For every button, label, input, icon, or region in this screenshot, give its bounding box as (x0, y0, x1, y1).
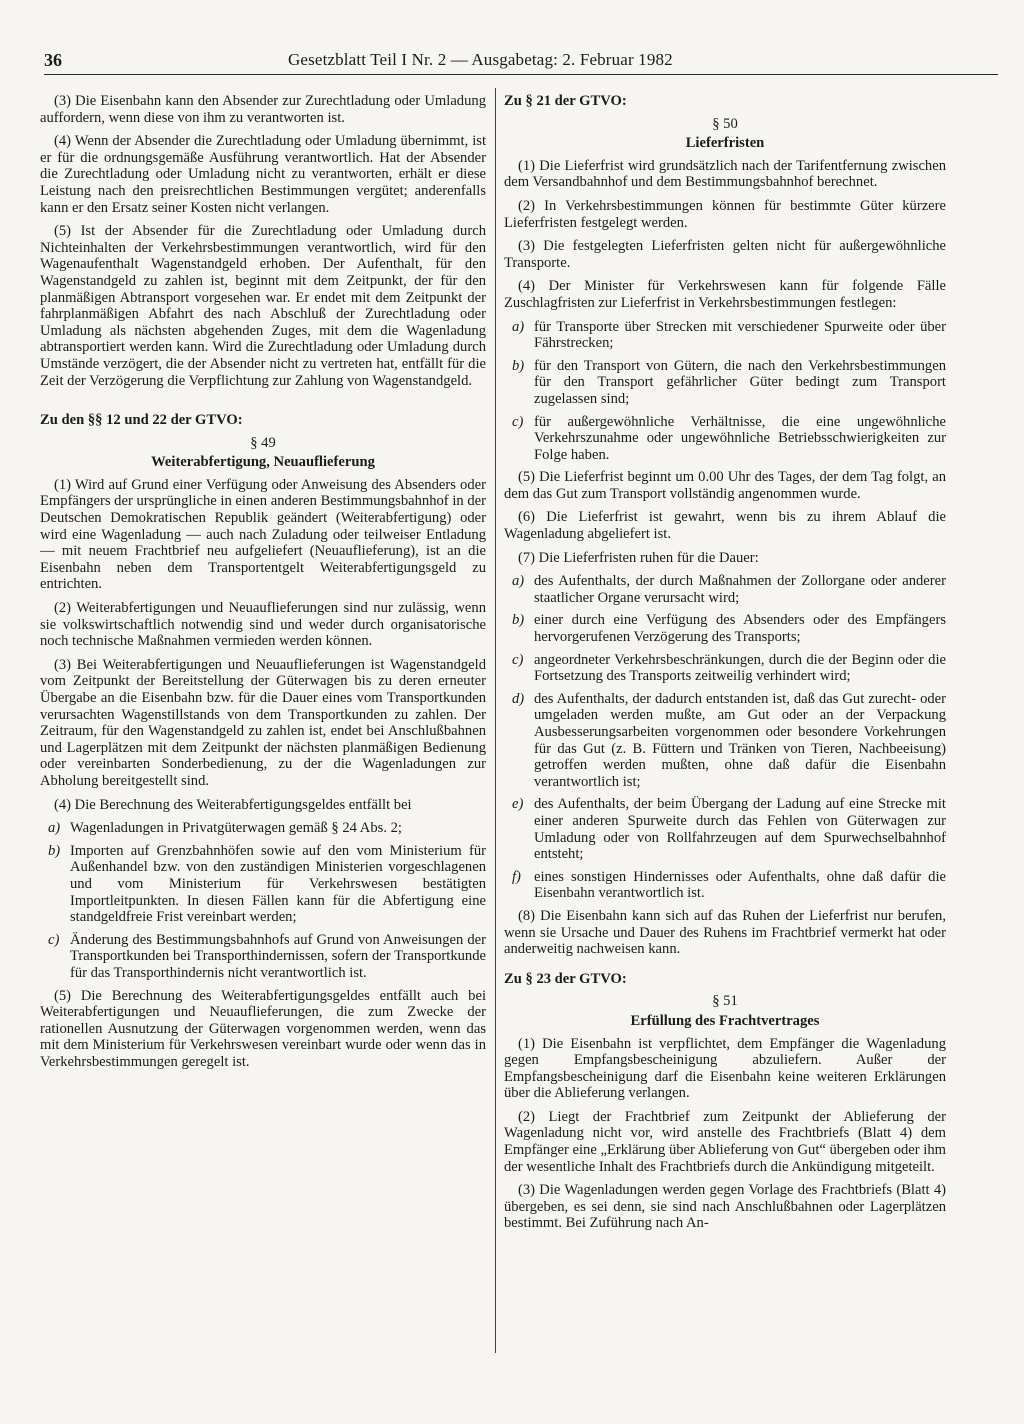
list-item-text: eines sonstigen Hindernisses oder Aufenthalts, ohne daß dafür die Eisenbahn verantwortlich ist. (534, 868, 946, 902)
section-title: Lieferfristen (685, 135, 765, 152)
list-item-text: Änderung des Bestimmungsbahnhofs auf Grund von Anweisungen der Transportkunden bei Transporthindernissen, sofern der Transportkunde für das Transporthindernis nicht verantwortlich ist. (70, 931, 486, 981)
list-item (504, 358, 946, 408)
list-item-label: b) (512, 612, 525, 629)
section-number: § 49 (250, 434, 276, 451)
paragraph: (4) Der Minister für Verkehrswesen kann für folgende Fälle Zuschlagfristen zur Lieferfrist in Verkehrsbestimmungen festlegen: (504, 278, 946, 311)
paragraph: (1) Wird auf Grund einer Verfügung oder Anweisung des Absenders oder Empfängers der ursprüngliche in einen anderen Bestimmungsbahnhof in der Deutschen Demokratischen Republik geändert (Weiterabfertigung) oder wird eine Wagenladung — auch nach Zuladung oder teilweiser Entladung — mit neuem Frachtbrief neu aufgeliefert (Neuauflieferung), ist an die Eisenbahn neben dem Transportentgelt Weiterabfertigungsgeld zu entrichten. (40, 476, 486, 593)
paragraph: (3) Die Wagenladungen werden gegen Vorlage des Frachtbriefs (Blatt 4) übergeben, es sei denn, sie sind nach Anschlußbahnen oder Lagerplätzen bestimmt. Bei Zuführung nach An- (504, 1182, 946, 1232)
list-item-text: angeordneter Verkehrsbeschränkungen, durch die der Beginn oder die Fortsetzung des Transports zeitweilig verhindert wird; (534, 651, 946, 685)
paragraph: (5) Die Lieferfrist beginnt um 0.00 Uhr des Tages, der dem Tag folgt, an dem das Gut zum Transport vollständig angenommen wurde. (504, 469, 946, 502)
reference-heading: Zu § 23 der GTVO: (504, 970, 627, 987)
reference-heading: Zu § 21 der GTVO: (504, 93, 627, 109)
list-item (504, 612, 946, 645)
page-header (44, 50, 998, 75)
list-item (504, 414, 946, 464)
paragraph: (2) In Verkehrsbestimmungen können für bestimmte Güter kürzere Lieferfristen festgelegt werden. (504, 197, 946, 231)
list-item (40, 843, 486, 926)
list-item-label: c) (48, 931, 60, 948)
paragraph: (6) Die Lieferfrist ist gewahrt, wenn bis zu ihrem Ablauf die Wagenladung abgeliefert ist. (504, 509, 946, 543)
list-item (504, 652, 946, 685)
list-item-label: a) (512, 573, 525, 590)
paragraph: (7) Die Lieferfristen ruhen für die Dauer: (518, 549, 759, 566)
spacer (40, 396, 486, 412)
list-item-text: für außergewöhnliche Verhältnisse, die eine ungewöhnliche Verkehrszunahme oder ungewöhnliche Betriebsschwierigkeiten zur Folge haben. (534, 413, 946, 463)
section-title: Erfüllung des Frachtvertrages (630, 1012, 820, 1029)
paragraph: (8) Die Eisenbahn kann sich auf das Ruhen der Lieferfrist nur berufen, wenn sie Ursache und Dauer des Ruhens im Frachtbrief vermerkt hat oder anderweitig nachweisen kann. (504, 907, 946, 958)
list-item-label: a) (512, 318, 525, 335)
paragraph: (2) Liegt der Frachtbrief zum Zeitpunkt der Ablieferung der Wagenladung nicht vor, wird anstelle des Frachtbriefs (Blatt 4) dem Empfänger eine „Erklärung über Ablieferung von Gut“ übergeben oder ihm der wesentliche Inhalt des Frachtbriefs durch die Ankündigung mitgeteilt. (504, 1108, 946, 1175)
list-item-label: f) (512, 868, 521, 885)
paragraph: (4) Die Berechnung des Weiterabfertigungsgeldes entfällt bei (54, 796, 412, 813)
list-item-label: d) (512, 690, 525, 707)
running-head: Gesetzblatt Teil I Nr. 2 — Ausgabetag: 2. Februar 1982 (288, 50, 673, 69)
list-item (40, 820, 486, 837)
list-item-label: b) (512, 357, 525, 374)
list-item-text: für Transporte über Strecken mit verschiedener Spurweite oder über Fährstrecken; (534, 318, 946, 352)
list-item-text: einer durch eine Verfügung des Absenders oder des Empfängers hervorgerufenen Verzögerung des Transports; (534, 612, 946, 646)
section-title: Weiterabfertigung, Neuauflieferung (151, 454, 375, 471)
list-item (504, 869, 946, 902)
paragraph: (5) Ist der Absender für die Zurechtladung oder Umladung durch Nichteinhalten der Verkehrsbestimmungen verantwortlich, wird für den Wagenaufenthalt Wagenstandgeld erhoben. Der Aufenthalt, für den Wagenstandgeld zu zahlen ist, beginnt mit dem Zeitpunkt, der für den planmäßigen Abtransport vorgesehen war. Er endet mit dem Zeitpunkt der fahrplanmäßigen Abfahrt des nach Abschluß der Zurechtladung oder Umladung als nächsten abgehenden Zuges, mit dem die Wagenladung abtransportiert werden kann. Wird die Zurechtladung oder Umladung durch Umstände verzögert, die der Absender nicht zu vertreten hat, entfällt für die Zeit der Verzögerung die Verpflichtung zur Zahlung von Wagenstandgeld. (40, 223, 486, 389)
list-item (504, 573, 946, 606)
section-number: § 51 (712, 993, 738, 1010)
list-item (504, 691, 946, 791)
section-number: § 50 (712, 115, 738, 132)
paragraph: (1) Die Lieferfrist wird grundsätzlich nach der Tarifentfernung zwischen dem Versandbahnhof und dem Bestimmungsbahnhof berechnet. (504, 157, 946, 191)
list-item-label: c) (512, 651, 524, 668)
paragraph: (3) Die Eisenbahn kann den Absender zur Zurechtladung oder Umladung auffordern, wenn diese von ihm zu verantworten ist. (40, 93, 486, 126)
right-column (504, 93, 946, 1239)
list-item-text: des Aufenthalts, der beim Übergang der Ladung auf eine Strecke mit einer anderen Spurweite durch das Fehlen von Güterwagen zur Umladung oder von Rollfahrzeugen auf dem Spurwechselbahnhof entsteht; (534, 796, 946, 863)
paragraph: (1) Die Eisenbahn ist verpflichtet, dem Empfänger die Wagenladung gegen Empfangsbescheinigung abzuliefern. Außer der Empfangsbescheinigung darf die Eisenbahn keine weiteren Erklärungen über die Ablieferung verlangen. (504, 1035, 946, 1102)
list-item (40, 932, 486, 982)
list-item (504, 319, 946, 352)
paragraph: (3) Bei Weiterabfertigungen und Neuauflieferungen ist Wagenstandgeld vom Zeitpunkt der Bereitstellung der Güterwagen bis zu deren erneuter Übergabe an die Eisenbahn bzw. für die Dauer eines vom Transportkunden verursachten Wagenstillstands von dem Transportkunden zu zahlen. Der Zeitraum, für den Wagenstandgeld zu zahlen ist, endet bei Anschlußbahnen und Lagerplätzen mit dem Zeitpunkt der nächsten planmäßigen Bedienung oder vereinbarten Sonderbedienung, zu der die Wagenladungen zur Abholung bereitgestellt sind. (40, 656, 486, 789)
paragraph: (2) Weiterabfertigungen und Neuauflieferungen sind nur zulässig, wenn sie volkswirtschaftlich notwendig sind und weder durch organisatorische noch technische Maßnahmen vermieden werden können. (40, 600, 486, 650)
list-item-label: c) (512, 413, 524, 430)
reference-heading: Zu den §§ 12 und 22 der GTVO: (40, 412, 243, 429)
list-item-text: für den Transport von Gütern, die nach den Verkehrsbestimmungen für den Transport gefährlicher Güter bedingt zum Transport zugelassen sind; (534, 357, 946, 407)
list-item (504, 796, 946, 862)
column-divider (495, 88, 496, 1353)
list-item-label: e) (512, 796, 524, 813)
list-item-text: Wagenladungen in Privatgüterwagen gemäß § 24 Abs. 2; (70, 820, 402, 837)
list-item-text: des Aufenthalts, der durch Maßnahmen der Zollorgane oder anderer staatlicher Organe verursacht wird; (534, 573, 946, 606)
list-item-label: a) (48, 820, 61, 837)
list-item-text: Importen auf Grenzbahnhöfen sowie auf den vom Ministerium für Außenhandel bzw. von den zuständigen Ministerien vorgeschlagenen und vom Ministerium für Verkehrswesen bestätigten Importleitpunkten. In diesen Fällen kann für die Abfertigung eine standgeldfreie Frist vereinbart werden; (70, 842, 486, 926)
page-number: 36 (44, 50, 62, 70)
paragraph: (5) Die Berechnung des Weiterabfertigungsgeldes entfällt auch bei Weiterabfertigungen und Neuauflieferungen, die zum Zwecke der rationellen Ausnutzung der Güterwagen vorgenommen werden, wenn das mit dem Ministerium für Verkehrswesen vereinbart wurde oder wenn das in Verkehrsbestimmungen geregelt ist. (40, 987, 486, 1070)
left-column (40, 93, 486, 1077)
list-item-label: b) (48, 842, 61, 859)
paragraph: (3) Die festgelegten Lieferfristen gelten nicht für außergewöhnliche Transporte. (504, 238, 946, 271)
paragraph: (4) Wenn der Absender die Zurechtladung oder Umladung übernimmt, ist er für die ordnungsgemäße Ausführung verantwortlich. Hat der Absender die Zurechtladung oder Umladung nicht zu verantworten, erhält er diese Leistung nach den preisrechtlichen Bestimmungen vergütet; anderenfalls kann er den Ersatz seiner Kosten nicht verlangen. (40, 133, 486, 216)
list-item-text: des Aufenthalts, der dadurch entstanden ist, daß das Gut zurecht- oder umgeladen werden mußte, am Gut oder an der Verpackung Ausbesserungsarbeiten vorgenommen oder besondere Vorkehrungen für das Gut (z. B. Füttern und Tränken von Tieren, Nachbeeisung) getroffen werden mußten, ohne daß dafür die Eisenbahn verantwortlich ist; (534, 690, 946, 790)
